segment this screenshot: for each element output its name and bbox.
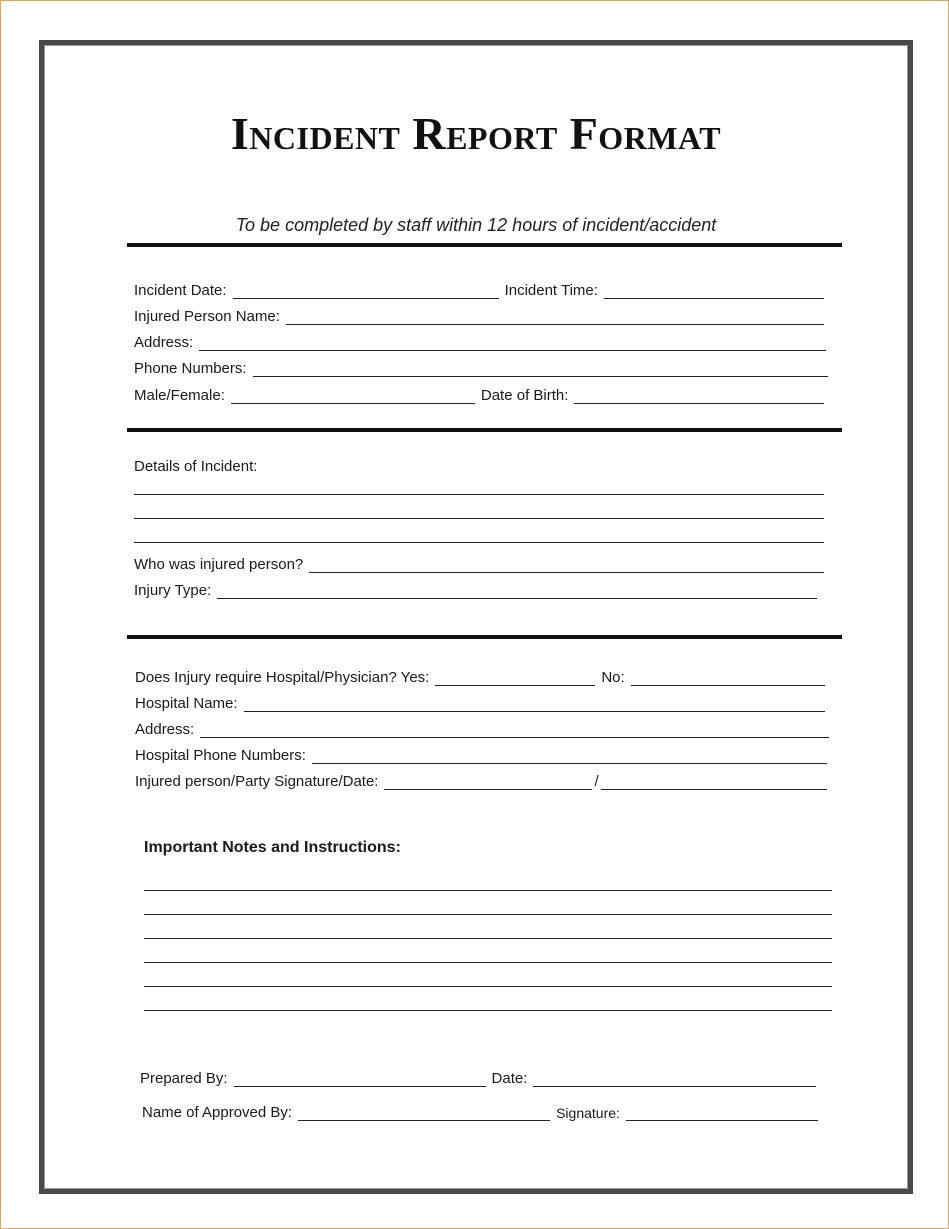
phone-numbers-label: Phone Numbers: — [134, 360, 247, 377]
address-row — [134, 331, 826, 351]
phone-numbers-row — [134, 357, 828, 377]
hospital-name-row — [135, 692, 825, 712]
approved-by-field[interactable] — [298, 1105, 550, 1121]
requires-hospital-row — [135, 666, 825, 686]
injury-type-row — [134, 579, 817, 599]
details-of-incident-label: Details of Incident: — [134, 458, 258, 475]
notes-line[interactable] — [144, 962, 832, 963]
hospital-name-field[interactable] — [244, 696, 825, 712]
who-was-injured-label: Who was injured person? — [134, 556, 304, 573]
hospital-address-row — [135, 718, 829, 738]
prepared-by-field[interactable] — [234, 1071, 486, 1087]
date-of-birth-label: Date of Birth: — [480, 387, 569, 404]
hospital-address-field[interactable] — [200, 722, 829, 738]
male-female-label: Male/Female: — [134, 387, 225, 404]
who-was-injured-field[interactable] — [309, 557, 824, 573]
injury-type-label: Injury Type: — [134, 582, 212, 599]
notes-heading: Important Notes and Instructions: — [144, 839, 401, 856]
gender-dob-row — [134, 384, 824, 404]
incident-time-field[interactable] — [604, 283, 824, 299]
hospital-address-label: Address: — [135, 721, 195, 738]
hospital-phone-label: Hospital Phone Numbers: — [135, 747, 306, 764]
prepared-by-label: Prepared By: — [140, 1070, 228, 1087]
document-frame — [39, 40, 913, 1194]
incident-time-label: Incident Time: — [504, 282, 598, 299]
yes-field[interactable] — [435, 670, 595, 686]
requires-hospital-label: Does Injury require Hospital/Physician? Yes: — [135, 669, 430, 686]
section-divider — [127, 428, 842, 432]
section-divider — [127, 243, 842, 247]
signature-label: Signature: — [556, 1105, 620, 1121]
no-field[interactable] — [631, 670, 825, 686]
notes-heading-row — [144, 837, 401, 857]
notes-line[interactable] — [144, 914, 832, 915]
address-label: Address: — [134, 334, 194, 351]
hospital-phone-field[interactable] — [312, 748, 827, 764]
date-field[interactable] — [533, 1071, 816, 1087]
approved-by-label: Name of Approved By: — [142, 1104, 293, 1121]
notes-line[interactable] — [144, 986, 832, 987]
prepared-by-row — [140, 1067, 816, 1087]
date-label: Date: — [491, 1070, 528, 1087]
hospital-name-label: Hospital Name: — [135, 695, 238, 712]
signature-date-label: Injured person/Party Signature/Date: — [135, 773, 379, 790]
details-line[interactable] — [134, 518, 824, 519]
section-divider — [127, 635, 842, 639]
incident-date-label: Incident Date: — [134, 282, 227, 299]
notes-line[interactable] — [144, 890, 832, 891]
injured-person-name-label: Injured Person Name: — [134, 308, 280, 325]
details-line[interactable] — [134, 542, 824, 543]
who-was-injured-row — [134, 553, 824, 573]
notes-line[interactable] — [144, 938, 832, 939]
signature-field[interactable] — [384, 774, 592, 790]
no-label: No: — [601, 669, 625, 686]
phone-numbers-field[interactable] — [253, 361, 828, 377]
injured-person-name-row — [134, 305, 824, 325]
male-female-field[interactable] — [231, 388, 475, 404]
approver-signature-field[interactable] — [626, 1105, 818, 1121]
approved-by-row — [142, 1101, 818, 1121]
notes-line[interactable] — [144, 1010, 832, 1011]
details-line[interactable] — [134, 494, 824, 495]
hospital-phone-row — [135, 744, 827, 764]
incident-date-time-row — [134, 279, 824, 299]
date-of-birth-field[interactable] — [574, 388, 824, 404]
slash-separator: / — [594, 773, 599, 790]
page-title: Incident Report Format — [230, 108, 722, 159]
details-of-incident-row — [134, 455, 257, 475]
signature-date-field[interactable] — [601, 774, 827, 790]
address-field[interactable] — [199, 335, 826, 351]
incident-date-field[interactable] — [233, 283, 499, 299]
page-subtitle: To be completed by staff within 12 hours of incident/accident — [235, 215, 717, 235]
injured-person-name-field[interactable] — [286, 309, 824, 325]
injury-type-field[interactable] — [217, 583, 817, 599]
signature-date-row — [135, 770, 827, 790]
